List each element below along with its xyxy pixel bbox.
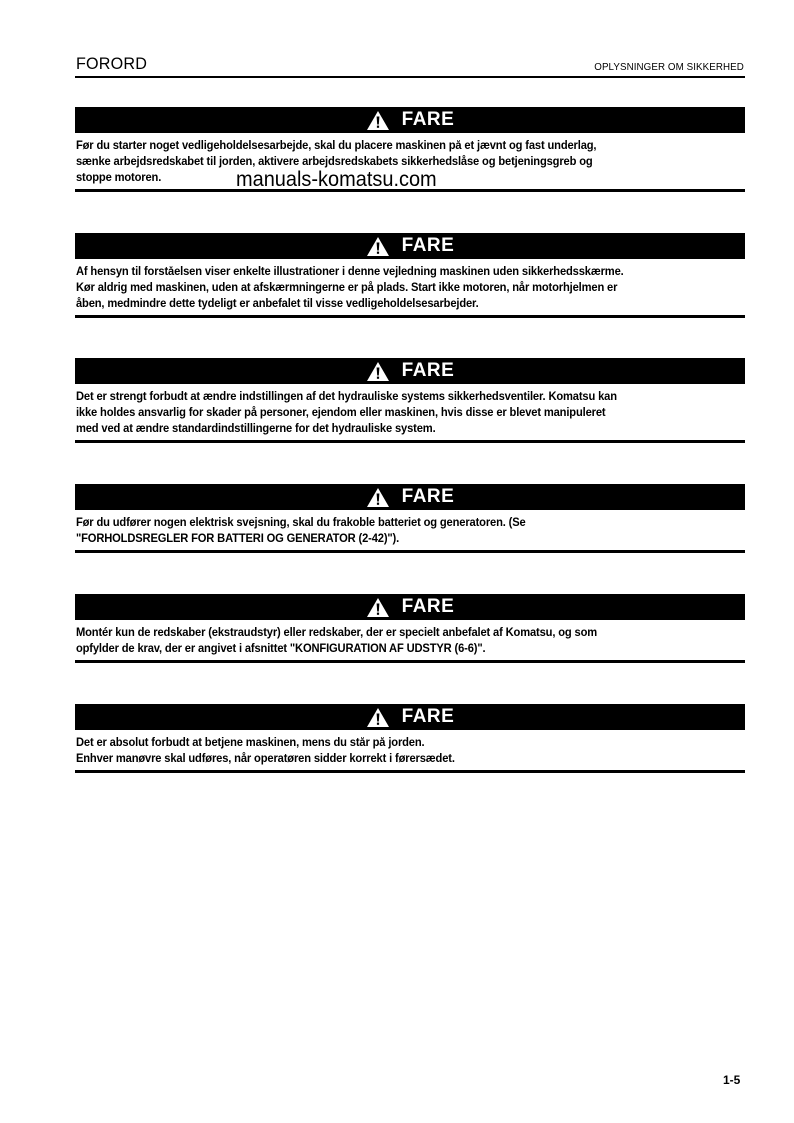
danger-label: FARE xyxy=(401,360,455,381)
block-divider xyxy=(75,550,745,553)
text-line: stoppe motoren. xyxy=(75,172,162,184)
block-divider xyxy=(75,315,745,318)
text-line: åben, medmindre dette tydeligt er anbefalet til visse vedligeholdelsesarbejder. xyxy=(75,298,479,310)
page-number: 1-5 xyxy=(723,1073,741,1087)
watermark: manuals-komatsu.com xyxy=(236,168,437,191)
danger-header-bar xyxy=(75,358,745,384)
danger-label: FARE xyxy=(401,486,455,507)
warning-text xyxy=(75,730,745,767)
text-line: med ved at ændre standardindstillingerne for det hydrauliske system. xyxy=(75,423,436,435)
text-line: "FORHOLDSREGLER FOR BATTERI OG GENERATOR (2-42)"). xyxy=(75,533,400,545)
warning-text xyxy=(75,384,745,437)
warning-triangle-icon xyxy=(366,487,390,508)
text-line: Før du starter noget vedligeholdelsesarbejde, skal du placere maskinen på et jævnt og fast underlag, xyxy=(75,140,597,152)
danger-header-bar xyxy=(75,233,745,259)
danger-label: FARE xyxy=(401,596,455,617)
warning-triangle-icon xyxy=(366,597,390,618)
danger-warning-block xyxy=(75,594,745,657)
block-divider xyxy=(75,440,745,443)
text-line: sænke arbejdsredskabet til jorden, aktivere arbejdsredskabets sikkerhedslåse og betjeningsgreb og xyxy=(75,156,593,168)
text-line: Det er strengt forbudt at ændre indstillingen af det hydrauliske systems sikkerhedsventiler. Komatsu kan xyxy=(75,391,617,403)
danger-header-bar xyxy=(75,704,745,730)
warning-triangle-icon xyxy=(366,236,390,257)
warning-text xyxy=(75,620,745,657)
danger-warning-block xyxy=(75,358,745,437)
text-line: opfylder de krav, der er angivet i afsnittet "KONFIGURATION AF UDSTYR (6-6)". xyxy=(75,643,486,655)
danger-warning-block xyxy=(75,484,745,547)
text-line: Det er absolut forbudt at betjene maskinen, mens du står på jorden. xyxy=(75,737,425,749)
warning-text xyxy=(75,510,745,547)
danger-warning-block xyxy=(75,704,745,767)
text-line: Af hensyn til forståelsen viser enkelte illustrationer i denne vejledning maskinen uden sikkerhedsskærme. xyxy=(75,266,624,278)
chapter-title: OPLYSNINGER OM SIKKERHED xyxy=(594,61,744,73)
block-divider xyxy=(75,770,745,773)
warning-text xyxy=(75,259,745,312)
text-line: ikke holdes ansvarlig for skader på personer, ejendom eller maskinen, hvis disse er blevet manipuleret xyxy=(75,407,606,419)
text-line: Montér kun de redskaber (ekstraudstyr) eller redskaber, der er specielt anbefalet af Komatsu, og som xyxy=(75,627,598,639)
block-divider xyxy=(75,660,745,663)
section-title: FORORD xyxy=(76,54,148,73)
warning-triangle-icon xyxy=(366,707,390,728)
danger-header-bar xyxy=(75,107,745,133)
text-line: Før du udfører nogen elektrisk svejsning, skal du frakoble batteriet og generatoren. (Se xyxy=(75,517,526,529)
page-header xyxy=(75,54,745,78)
danger-warning-block xyxy=(75,233,745,312)
danger-label: FARE xyxy=(401,109,455,130)
warning-triangle-icon xyxy=(366,361,390,382)
danger-label: FARE xyxy=(401,235,455,256)
danger-header-bar xyxy=(75,594,745,620)
text-line: Kør aldrig med maskinen, uden at afskærmningerne er på plads. Start ikke motoren, når motorhjelmen er xyxy=(75,282,618,294)
danger-header-bar xyxy=(75,484,745,510)
warning-triangle-icon xyxy=(366,110,390,131)
text-line: Enhver manøvre skal udføres, når operatøren sidder korrekt i førersædet. xyxy=(75,753,455,765)
danger-label: FARE xyxy=(401,706,455,727)
